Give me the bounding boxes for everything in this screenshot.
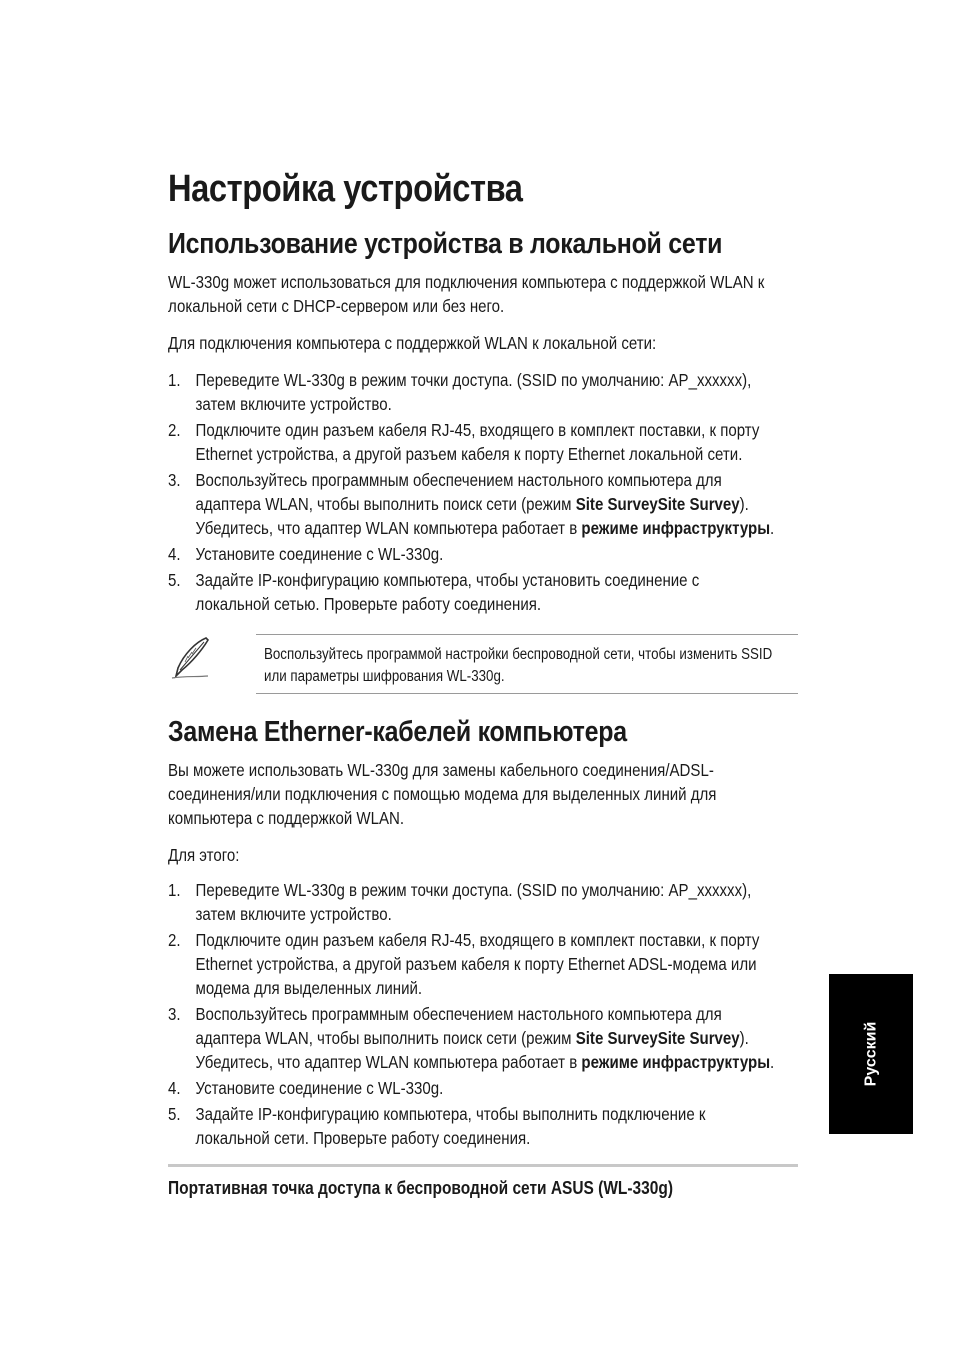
footer-title: Портативная точка доступа к беспроводной сети ASUS (WL-330g) — [168, 1178, 673, 1198]
list-item: 1. Переведите WL-330g в режим точки доступа. (SSID по умолчанию: AP_xxxxxx), затем включите устройство. — [168, 370, 752, 414]
section2-intro: Вы можете использовать WL-330g для замены кабельного соединения/ADSL- соединения/или подключения с помощью модема для выделенных линий для компьютера с поддержкой WLAN. — [168, 760, 717, 828]
list-item: 3. Воспользуйтесь программным обеспечением настольного компьютера для адаптера WLAN, чтобы выполнить поиск сети (режим Site SurveySite Survey). Убедитесь, что адаптер WLAN компьютера работает в режиме инфраструктуры. — [168, 1004, 775, 1072]
list-item: 4. Установите соединение с WL-330g. — [168, 544, 444, 564]
section2-heading: Замена Etherner-кабелей компьютера — [168, 716, 627, 748]
list-item: 2. Подключите один разъем кабеля RJ-45, входящего в комплект поставки, к порту Ethernet устройства, а другой разъем кабеля к порту Ethernet ADSL-модема или модема для выделенных линий. — [168, 930, 760, 998]
section1-lead: Для подключения компьютера с поддержкой WLAN к локальной сети: — [168, 333, 657, 353]
section2-steps — [168, 878, 808, 1152]
list-item: 5. Задайте IP-конфигурацию компьютера, чтобы установить соединение с локальной сетью. Проверьте работу соединения. — [168, 570, 700, 614]
page-title: Настройка устройства — [168, 168, 523, 210]
list-item: 3. Воспользуйтесь программным обеспечением настольного компьютера для адаптера WLAN, чтобы выполнить поиск сети (режим Site SurveySite Survey). Убедитесь, что адаптер WLAN компьютера работает в режиме инфраструктуры. — [168, 470, 775, 538]
footer-rule — [168, 1164, 798, 1167]
note-top-rule — [256, 634, 798, 635]
section2-lead: Для этого: — [168, 845, 240, 865]
section1-steps — [168, 368, 808, 618]
pen-note-icon — [166, 634, 216, 682]
language-tab-label: Русский — [862, 1021, 879, 1087]
list-item: 5. Задайте IP-конфигурацию компьютера, чтобы выполнить подключение к локальной сети. Проверьте работу соединения. — [168, 1104, 706, 1148]
section1-heading: Использование устройства в локальной сети — [168, 228, 723, 260]
list-item: 2. Подключите один разъем кабеля RJ-45, входящего в комплект поставки, к порту Ethernet устройства, а другой разъем кабеля к порту Ethernet локальной сети. — [168, 420, 760, 464]
note-bottom-rule — [256, 693, 798, 694]
section1-intro: WL-330g может использоваться для подключения компьютера с поддержкой WLAN к локальной сети с DHCP-сервером или без него. — [168, 272, 765, 316]
note-text: Воспользуйтесь программой настройки беспроводной сети, чтобы изменить SSID или параметры шифрования WL-330g. — [264, 646, 773, 685]
list-item: 1. Переведите WL-330g в режим точки доступа. (SSID по умолчанию: AP_xxxxxx), затем включите устройство. — [168, 880, 752, 924]
list-item: 4. Установите соединение с WL-330g. — [168, 1078, 444, 1098]
